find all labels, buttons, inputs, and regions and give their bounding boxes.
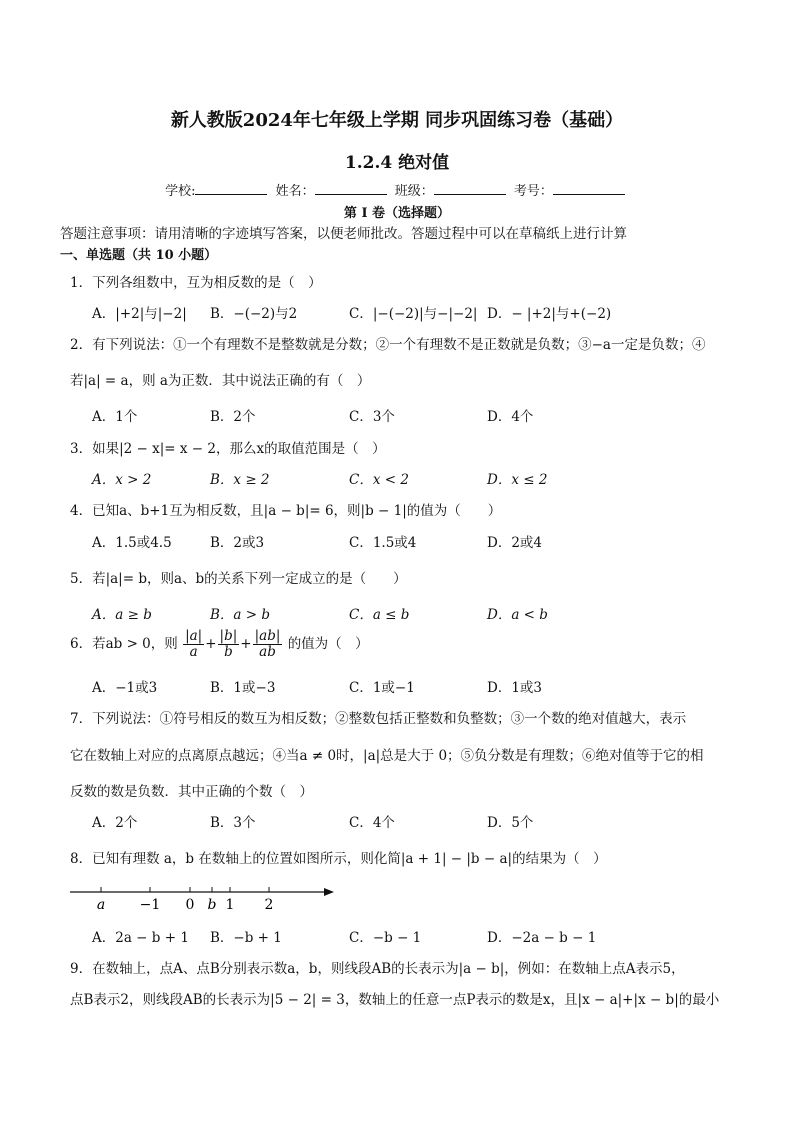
class-label: 班级：: [394, 184, 434, 199]
question-2-stem-line-1: 2．有下列说法：①一个有理数不是整数就是分数；②一个有理数不是正数就是负数；③−a一定是负数；④: [70, 337, 706, 353]
question-7-stem-line-3: 反数的数是负数．其中正确的个数（ ）: [70, 784, 313, 800]
q1-option-b: B．−(−2)与2: [210, 306, 298, 322]
q8-option-d: D．−2a − b − 1: [487, 930, 597, 946]
question-9-stem-line-1: 9．在数轴上，点A、点B分别表示数a，b，则线段AB的长表示为|a − b|，例如：在数轴上点A表示5，: [70, 961, 685, 977]
student-info-line: [0, 180, 794, 199]
section-heading: 一、单选题（共 10 小题）: [60, 248, 218, 263]
question-8-stem: 8．已知有理数 a，b 在数轴上的位置如图所示，则化简|a + 1| − |b − a|的结果为（ ）: [70, 851, 607, 867]
question-1-stem: 1．下列各组数中，互为相反数的是（ ）: [70, 275, 322, 291]
school-blank[interactable]: [195, 182, 267, 195]
q3-option-c: C．x < 2: [349, 472, 409, 488]
q6-stem-prefix: 6．若ab > 0，则: [70, 636, 178, 652]
q8-option-c: C．−b − 1: [349, 930, 422, 946]
q5-option-a: A．a ≥ b: [92, 607, 152, 623]
name-blank[interactable]: [315, 182, 387, 195]
q8-option-b: B．−b + 1: [210, 930, 282, 946]
q4-option-b: B．2或3: [210, 535, 265, 551]
q6-fraction-3-den: ab: [259, 644, 276, 660]
label-1: 1: [225, 897, 235, 913]
number-line-arrow: [324, 888, 334, 896]
q3-option-a: A．x > 2: [92, 472, 152, 488]
q2-option-c: C．3个: [349, 409, 395, 425]
question-3-stem: 3．如果|2 − x|= x − 2，那么x的取值范围是（ ）: [70, 441, 386, 457]
q4-option-c: C．1.5或4: [349, 535, 417, 551]
q6-option-c: C．1或−1: [349, 680, 415, 696]
q5-option-b: B．a > b: [210, 607, 271, 623]
q7-option-a: A．2个: [92, 815, 138, 831]
q4-option-a: A．1.5或4.5: [92, 535, 172, 551]
label-2: 2: [264, 897, 274, 913]
question-7-stem-line-1: 7．下列说法：①符号相反的数互为相反数；②整数包括正整数和负整数；③一个数的绝对值越大，表示: [70, 711, 687, 727]
q6-option-a: A．−1或3: [92, 680, 158, 696]
q6-fraction-2: [218, 629, 240, 660]
q3-option-d: D．x ≤ 2: [487, 472, 548, 488]
q1-option-c: C．|−(−2)|与−|−2|: [349, 306, 478, 322]
page-subtitle: 1.2.4 绝对值: [344, 153, 450, 173]
question-5-stem: 5．若|a|= b，则a、b的关系下列一定成立的是（ ）: [70, 571, 407, 587]
q3-option-b: B．x ≥ 2: [210, 472, 270, 488]
school-label: 学校:: [165, 184, 196, 199]
question-7-stem-line-2: 它在数轴上对应的点离原点越远；④当a ≠ 0时，|a|总是大于 0；⑤负分数是有理数；⑥绝对值等于它的相: [70, 748, 704, 764]
q6-option-b: B．1或−3: [210, 680, 276, 696]
question-2-stem-line-2: 若|a| = a，则 a为正数．其中说法正确的有（ ）: [70, 373, 371, 389]
exam-no-blank[interactable]: [553, 182, 625, 195]
label-a: a: [96, 897, 106, 913]
q5-option-c: C．a ≤ b: [349, 607, 410, 623]
q4-option-d: D．2或4: [487, 535, 543, 551]
q6-fraction-2-num: |b|: [219, 628, 238, 644]
q6-fraction-1-den: a: [189, 644, 198, 660]
name-label: 姓名：: [275, 184, 315, 199]
q2-option-b: B．2个: [210, 409, 256, 425]
q2-option-a: A．1个: [92, 409, 138, 425]
question-4-stem: 4．已知a、b+1互为相反数，且|a − b|= 6，则|b − 1|的值为（ ）: [70, 503, 502, 519]
exam-no-label: 考号：: [513, 184, 553, 199]
q1-option-a: A．|+2|与|−2|: [92, 306, 187, 322]
q6-fraction-2-den: b: [224, 644, 233, 660]
page-title: 新人教版2024年七年级上学期 同步巩固练习卷（基础）: [170, 110, 624, 131]
q1-option-d: D．− |+2|与+(−2): [487, 306, 612, 322]
volume-heading: 第 I 卷（选择题）: [343, 206, 451, 221]
question-6-stem: 6．若ab > 0，则 $\frac{|a|}{a}$ + $\frac{|b|}{b}$ + $\frac{|ab|}{ab}$ 的值为（ ）: [70, 628, 369, 660]
number-line-figure: [68, 872, 358, 917]
q6-fraction-1: [183, 629, 204, 660]
label-neg1: −1: [139, 897, 161, 913]
q6-fraction-1-num: |a|: [185, 628, 203, 644]
question-9-stem-line-2: 点B表示2，则线段AB的长表示为|5 − 2| = 3，数轴上的任意一点P表示的数是x，且|x − a|+|x − b|的最小: [70, 992, 720, 1008]
q2-option-d: D．4个: [487, 409, 534, 425]
q6-fraction-3-num: |ab|: [254, 628, 281, 644]
q7-option-d: D．5个: [487, 815, 534, 831]
q7-option-b: B．3个: [210, 815, 256, 831]
q8-option-a: A．2a − b + 1: [92, 930, 189, 946]
label-0: 0: [185, 897, 195, 913]
class-blank[interactable]: [434, 182, 506, 195]
instructions-note: 答题注意事项：请用清晰的字迹填写答案，以便老师批改。答题过程中可以在草稿纸上进行计算: [60, 226, 627, 242]
q6-fraction-3: [253, 629, 283, 660]
q7-option-c: C．4个: [349, 815, 395, 831]
q5-option-d: D．a < b: [487, 607, 548, 623]
q6-stem-suffix: 的值为（ ）: [287, 636, 369, 652]
q6-option-d: D．1或3: [487, 680, 543, 696]
label-b: b: [207, 897, 217, 913]
